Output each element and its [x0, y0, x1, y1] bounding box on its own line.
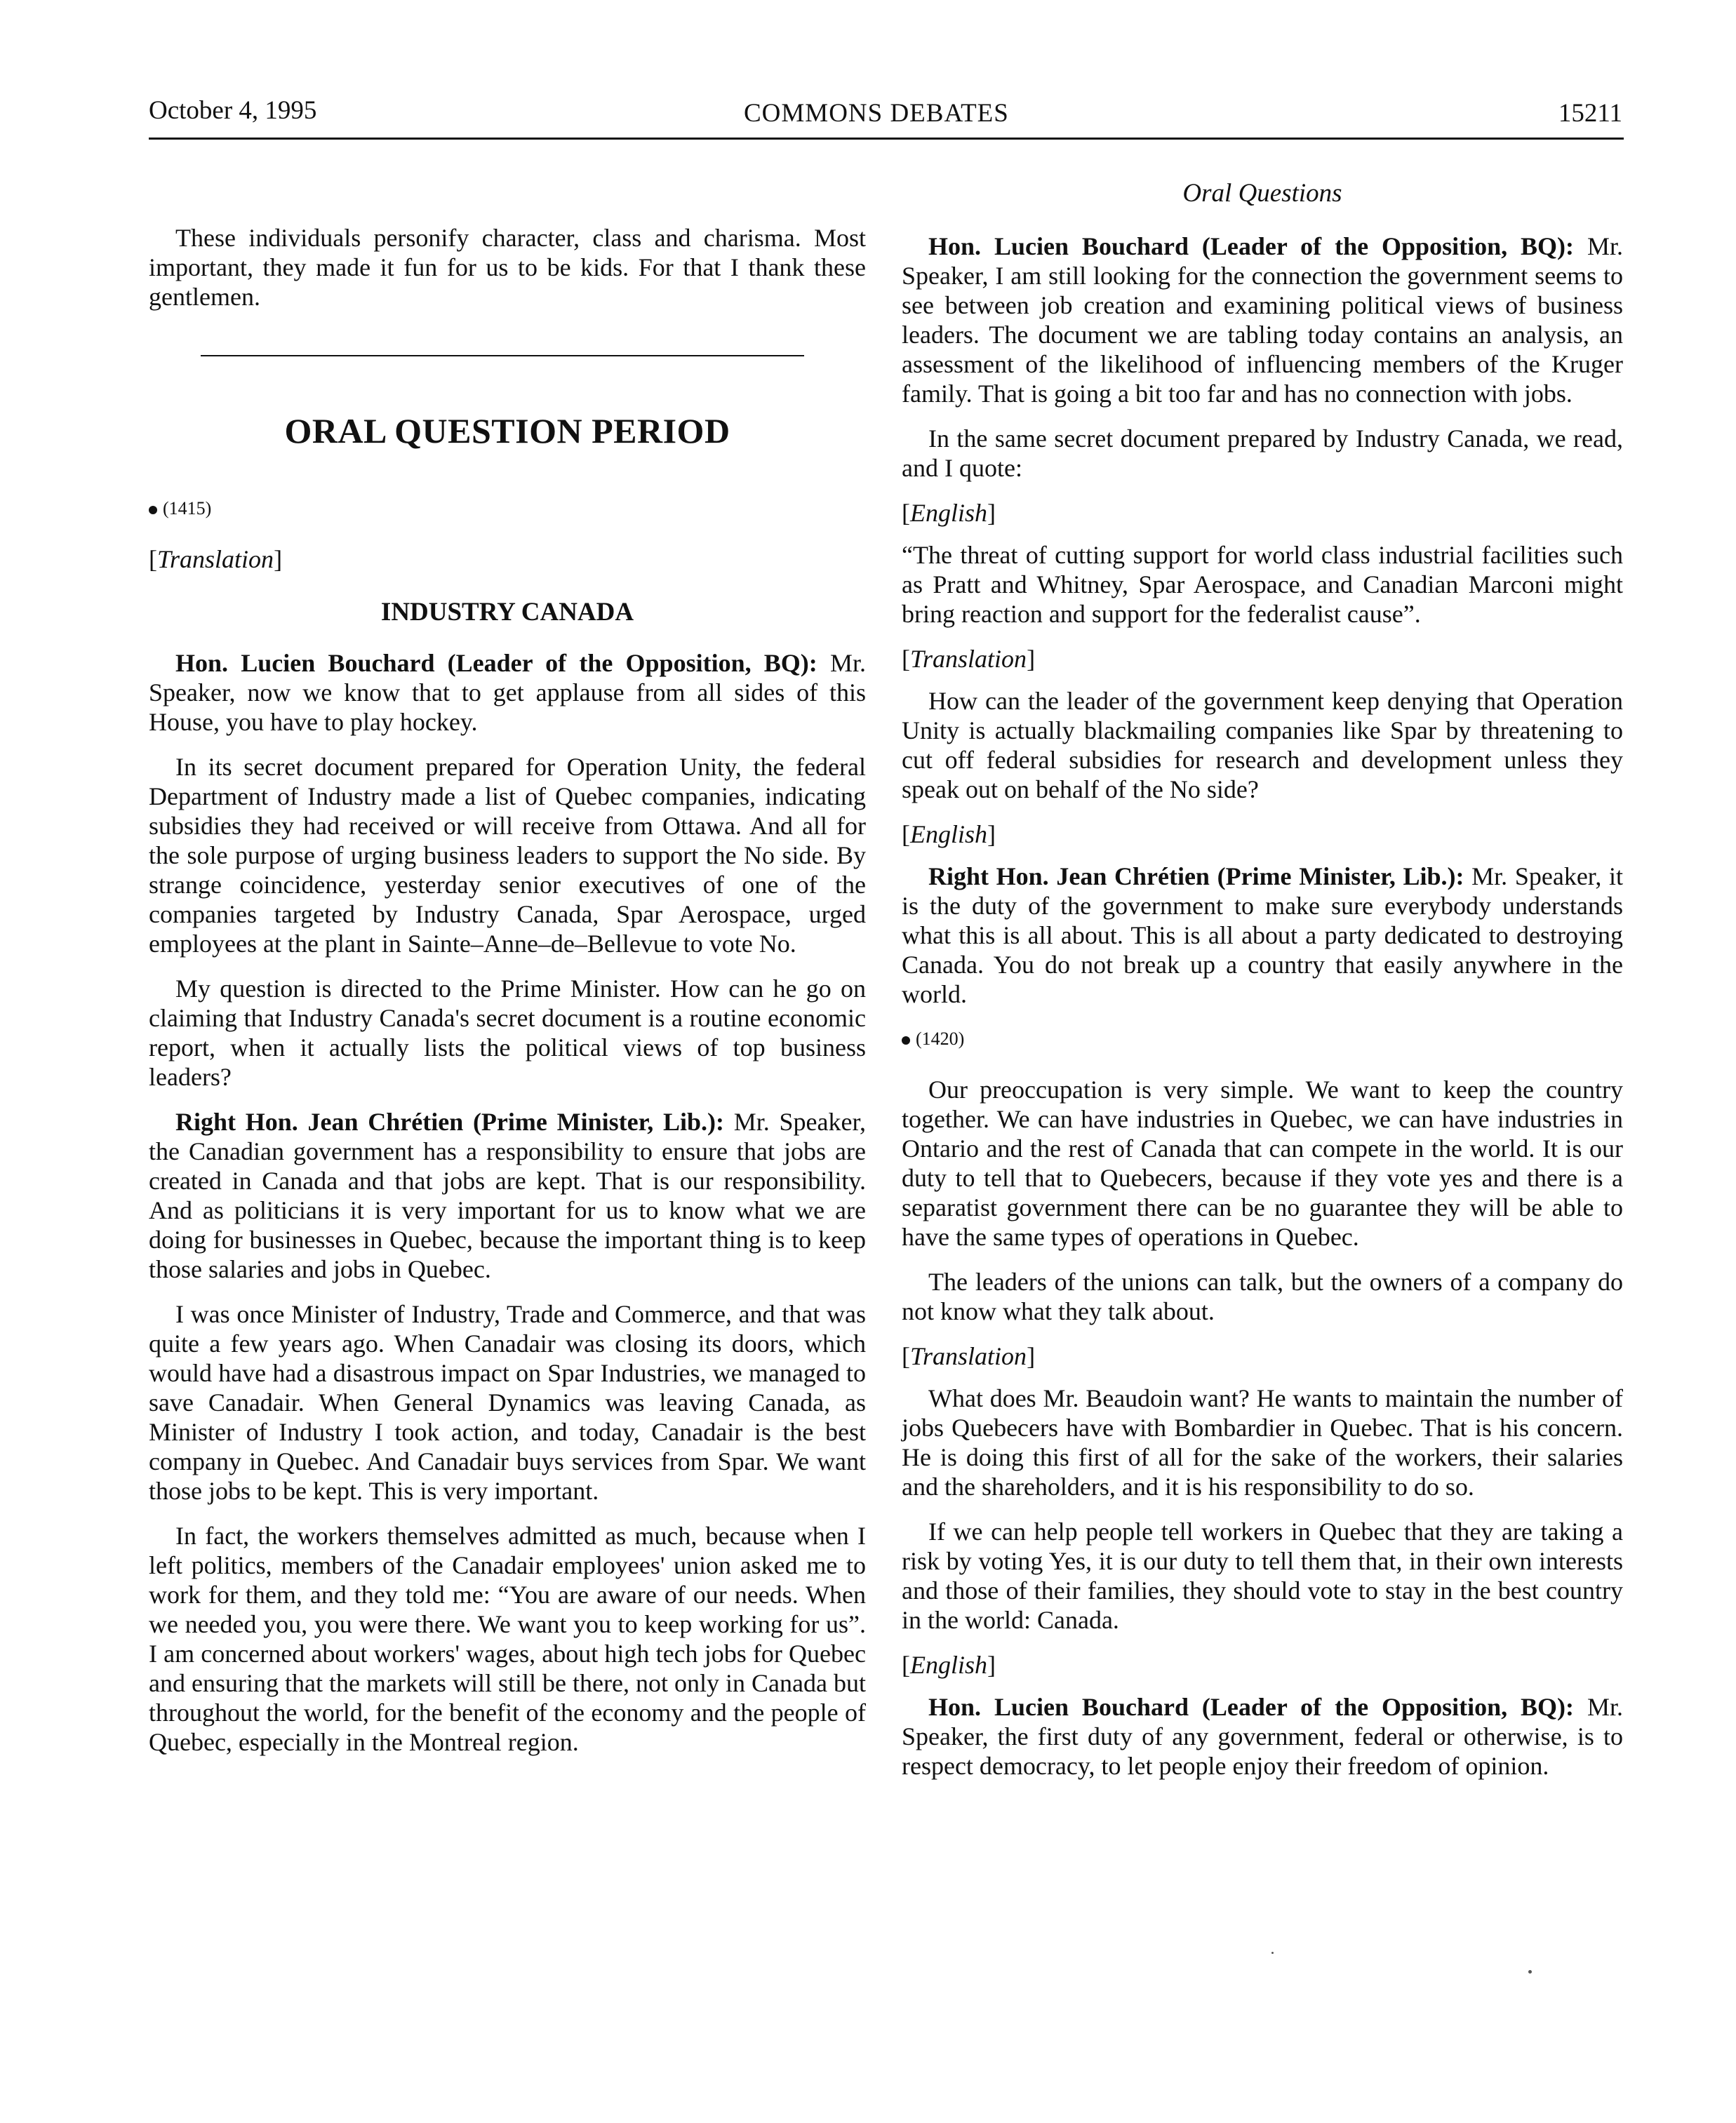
speaker-name: Hon. Lucien Bouchard (Leader of the Opposition, BQ):	[928, 232, 1575, 260]
section-title: ORAL QUESTION PERIOD	[284, 411, 730, 450]
left-column	[149, 223, 866, 1772]
subsection-title: INDUSTRY CANADA	[380, 598, 634, 627]
language-marker-text: Translation	[910, 1342, 1027, 1370]
paragraph: Our preoccupation is very simple. We want to keep the country together. We can have industries in Quebec, we can have industries in Ontario and the rest of Canada that can compete in the world. It is our duty to tell that to Quebecers, because if they vote yes and there is a separatist government there can be no guarantee they will be able to have the same types of operations in Quebec.	[902, 1076, 1623, 1251]
time-marker	[902, 1024, 1623, 1054]
paragraph: My question is directed to the Prime Minister. How can he go on claiming that Industry Canada's secret document is a routine economic report, when it actually lists the political views of top business leaders?	[149, 975, 866, 1091]
speech-text: Mr. Speaker, I am still looking for the connection the government seems to see between job creation and examining political views of business leaders. The document we are tabling today contains an analysis, an assessment of the likelihood of influencing members of the Kruger family. That is going a bit too far and has no connection with jobs.	[902, 232, 1623, 408]
speech-text: Mr. Speaker, the first duty of any government, federal or otherwise, is to respect democracy, to let people enjoy their freedom of opinion.	[902, 1693, 1623, 1780]
right-column	[902, 232, 1623, 1796]
scan-speck	[1528, 1970, 1532, 1974]
speech-paragraph	[902, 232, 1623, 408]
scan-speck	[1271, 1952, 1274, 1954]
speech-paragraph	[149, 648, 866, 737]
paragraph: In its secret document prepared for Operation Unity, the federal Department of Industry made a list of Quebec companies, indicating subsidies they had received or will receive from Ottawa. And all for the sole purpose of urging business leaders to support the No side. By strange coincidence, yesterday senior executives of one of the companies targeted by Industry Canada, Spar Aerospace, urged employees at the plant in Sainte–Anne–de–Bellevue to vote No.	[149, 753, 866, 958]
language-marker: [English]	[902, 499, 996, 527]
paragraph: How can the leader of the government keep denying that Operation Unity is actually blackmailing companies like Spar by threatening to cut off federal subsidies for research and development unless they speak out on behalf of the No side?	[902, 687, 1623, 803]
language-marker: [English]	[902, 1651, 996, 1679]
paragraph: If we can help people tell workers in Quebec that they are taking a risk by voting Yes, it is our duty to tell them that, in their own interests and those of their families, they should vote to stay in the best country in the world: Canada.	[902, 1518, 1623, 1634]
language-marker-text: English	[910, 1651, 988, 1679]
running-head: Oral Questions	[1182, 179, 1342, 208]
speech-text: Mr. Speaker, it is the duty of the government to make sure everybody understands what this is all about. This is all about a party dedicated to destroying Canada. You do not break up a country that easily anywhere in the world.	[902, 862, 1623, 1008]
paragraph: The leaders of the unions can talk, but the owners of a company do not know what they talk about.	[902, 1268, 1623, 1325]
paragraph: What does Mr. Beaudoin want? He wants to maintain the number of jobs Quebecers have with Bombardier in Quebec. That is his concern. He is doing this first of all for the sake of the workers, their salaries and the shareholders, and it is his responsibility to do so.	[902, 1384, 1623, 1501]
section-divider	[201, 355, 804, 356]
speaker-name: Right Hon. Jean Chrétien (Prime Minister, Lib.):	[928, 862, 1464, 890]
bullet-icon	[902, 1036, 910, 1045]
language-marker: [Translation]	[902, 645, 1036, 673]
header-date: October 4, 1995	[149, 96, 317, 125]
header-page-number: 15211	[1558, 99, 1622, 128]
language-marker-text: English	[910, 499, 988, 527]
speech-text: Mr. Speaker, now we know that to get applause from all sides of this House, you have to play hockey.	[149, 649, 866, 736]
time-marker	[149, 494, 866, 523]
time-marker-text: (1420)	[916, 1029, 965, 1049]
speech-paragraph	[149, 1107, 866, 1284]
language-marker-text: Translation	[910, 645, 1027, 673]
header-title: COMMONS DEBATES	[744, 99, 1009, 128]
paragraph: In the same secret document prepared by Industry Canada, we read, and I quote:	[902, 424, 1623, 482]
header-rule	[149, 138, 1624, 140]
quotation: “The threat of cutting support for world class industrial facilities such as Pratt and Whitney, Spar Aerospace, and Canadian Marconi might bring reaction and support for the federalist cause”.	[902, 541, 1623, 628]
paragraph: I was once Minister of Industry, Trade and Commerce, and that was quite a few years ago. When Canadair was closing its doors, which would have had a disastrous impact on Spar Industries, we managed to save Canadair. When General Dynamics was leaving Canada, as Minister of Industry I took action, and today, Canadair is the best company in Quebec. And Canadair buys services from Spar. We want those jobs to be kept. This is very important.	[149, 1300, 866, 1505]
intro-paragraph: These individuals personify character, class and charisma. Most important, they made it fun for us to be kids. For that I thank these gentlemen.	[149, 224, 866, 311]
time-marker-text: (1415)	[163, 498, 212, 518]
speech-paragraph	[902, 1692, 1623, 1781]
speaker-name: Hon. Lucien Bouchard (Leader of the Opposition, BQ):	[175, 649, 817, 677]
language-marker-text: English	[910, 820, 988, 848]
speaker-name: Hon. Lucien Bouchard (Leader of the Opposition, BQ):	[928, 1693, 1575, 1721]
speech-paragraph	[902, 862, 1623, 1009]
speech-text: Mr. Speaker, the Canadian government has a responsibility to ensure that jobs are created in Canada and that jobs are kept. That is our responsibility. And as politicians it is very important for us to know what we are doing for businesses in Quebec, because the important thing is to keep those salaries and jobs in Quebec.	[149, 1108, 867, 1283]
language-marker: [Translation]	[902, 1342, 1036, 1370]
page-header	[149, 95, 1622, 138]
paragraph: In fact, the workers themselves admitted as much, because when I left politics, members of the Canadair employees' union asked me to work for them, and they told me: “You are aware of our needs. When we needed you, you were there. We want you to keep working for us”. I am concerned about workers' wages, about high tech jobs for Quebec and ensuring that the markets will still be there, not only in Canada but throughout the world, for the benefit of the economy and the people of Quebec, especially in the Montreal region.	[149, 1522, 866, 1756]
bullet-icon	[149, 506, 157, 514]
language-marker-text: Translation	[157, 545, 274, 573]
language-marker: [English]	[902, 820, 996, 848]
language-marker: [Translation]	[149, 545, 283, 573]
speaker-name: Right Hon. Jean Chrétien (Prime Minister, Lib.):	[175, 1108, 725, 1136]
